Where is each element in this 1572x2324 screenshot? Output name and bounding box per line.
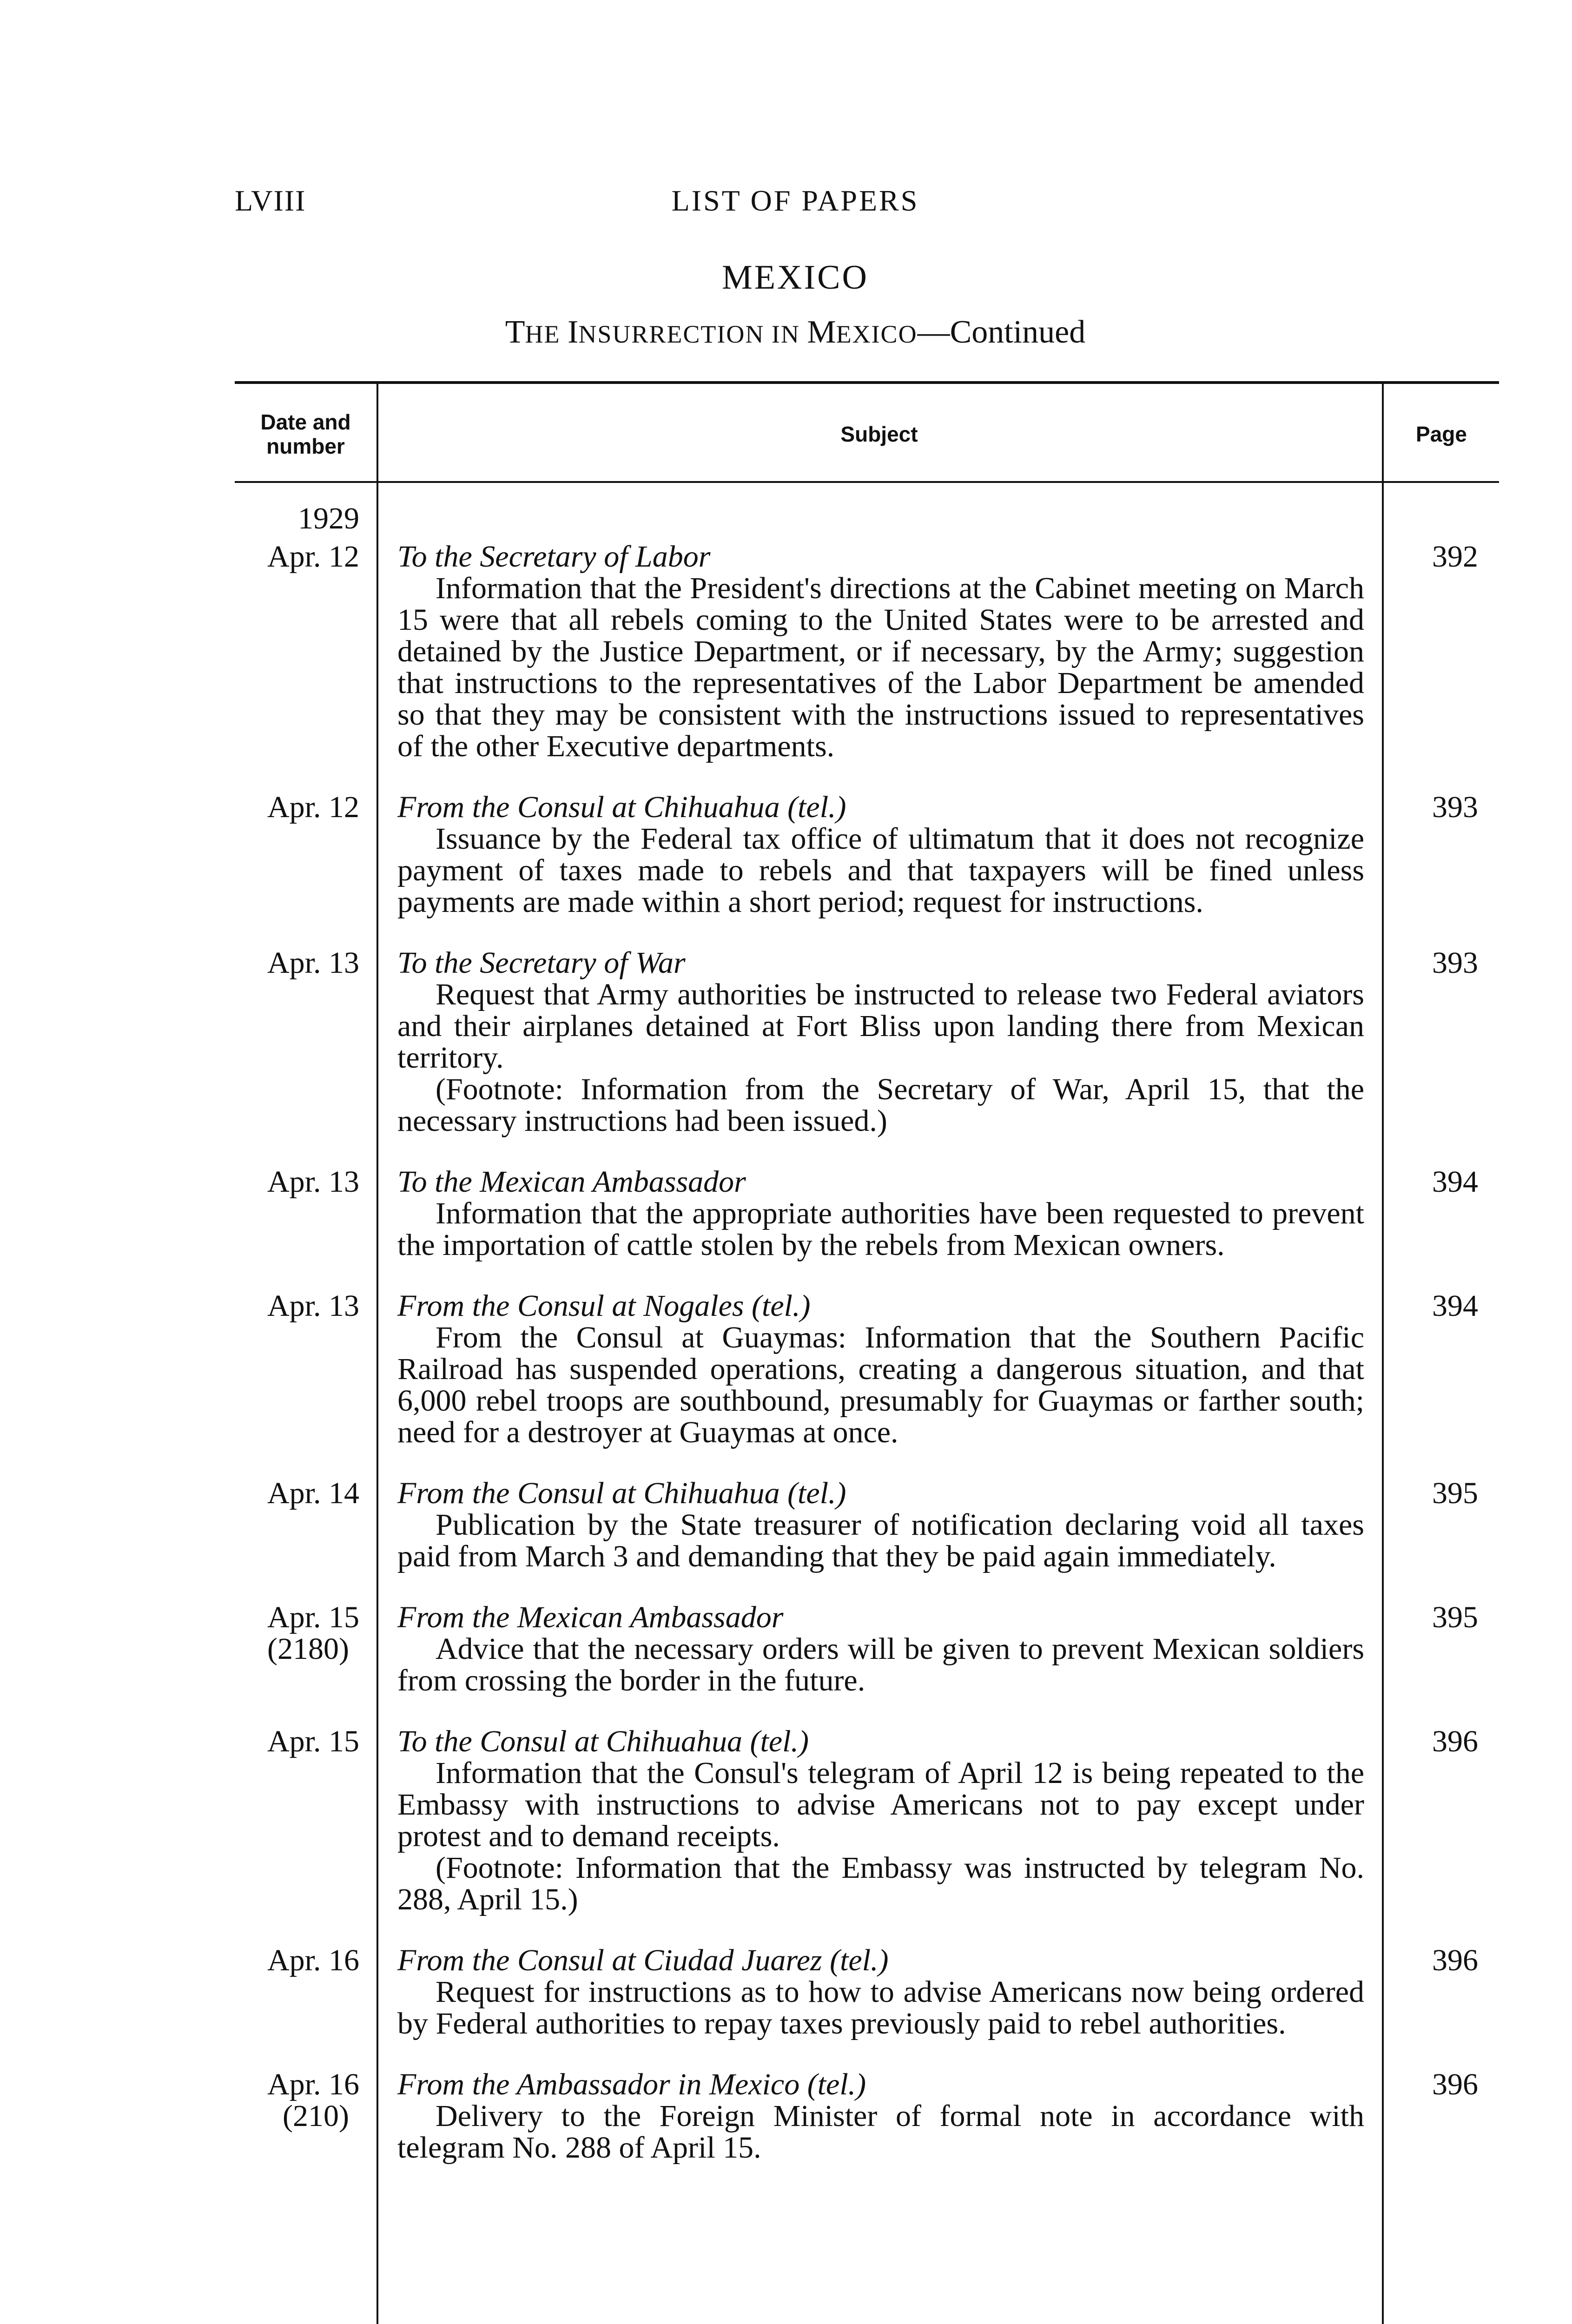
entry-addressee: From the Consul at Nogales (tel.) bbox=[397, 1289, 811, 1323]
entry-subject bbox=[397, 1290, 1364, 1448]
table-top-rule bbox=[235, 381, 1499, 384]
section-heading-cap: I bbox=[568, 314, 579, 350]
entry-date-text: Apr. 12 bbox=[267, 540, 359, 574]
entry-page-number: 393 bbox=[1432, 946, 1478, 980]
entry-date bbox=[235, 1726, 359, 1757]
papers-table bbox=[235, 381, 1499, 2324]
entry-page-number: 396 bbox=[1432, 1724, 1478, 1758]
column-header-date-line1: Date and bbox=[260, 410, 351, 434]
section-heading-cap: M bbox=[807, 314, 836, 350]
entry-subject bbox=[397, 1945, 1364, 2040]
entry-summary: Publication by the State treasurer of notification declaring void all taxes paid from March 3 and demanding that they be paid again immediately. bbox=[397, 1508, 1364, 1573]
entry-page-number: 395 bbox=[1432, 1476, 1478, 1510]
column-header-date-line2: number bbox=[266, 434, 345, 458]
table-row bbox=[235, 1478, 1499, 1572]
entry-date bbox=[235, 541, 359, 573]
entry-date-text: Apr. 12 bbox=[267, 790, 359, 824]
section-heading-smallcaps: EXICO bbox=[836, 320, 918, 348]
entry-date-text: Apr. 14 bbox=[267, 1476, 359, 1510]
table-row bbox=[235, 1602, 1499, 1697]
entry-date bbox=[235, 1478, 359, 1509]
entry-date bbox=[235, 947, 359, 979]
section-heading-suffix: —Continued bbox=[917, 314, 1086, 350]
entry-date bbox=[235, 2069, 359, 2132]
entry-subject bbox=[397, 1166, 1364, 1261]
entry-summary: Information that the appropriate authorities have been requested to prevent the importation of cattle stolen by the rebels from Mexican owners. bbox=[397, 1196, 1364, 1262]
running-head: LIST OF PAPERS bbox=[671, 184, 919, 217]
entry-page-number: 392 bbox=[1432, 540, 1478, 574]
entry-number: (2180) bbox=[267, 1632, 349, 1666]
entry-date-text: Apr. 16 bbox=[267, 2067, 359, 2101]
entry-date bbox=[235, 1290, 359, 1322]
entry-date-text: Apr. 15 bbox=[267, 1724, 359, 1758]
entry-year: 1929 bbox=[298, 502, 359, 535]
entry-footnote: (Footnote: Information from the Secretary of War, April 15, that the necessary instructions had been issued.) bbox=[397, 1072, 1364, 1138]
entry-date bbox=[235, 792, 359, 823]
entry-page-number: 396 bbox=[1432, 2067, 1478, 2101]
entry-date-text: Apr. 13 bbox=[267, 946, 359, 980]
entry-addressee: From the Consul at Ciudad Juarez (tel.) bbox=[397, 1943, 889, 1977]
entry-page-number: 394 bbox=[1432, 1289, 1478, 1323]
entry-addressee: To the Secretary of Labor bbox=[397, 540, 711, 574]
table-row bbox=[235, 1945, 1499, 2040]
entry-summary: From the Consul at Guaymas: Information that the Southern Pacific Railroad has suspended operations, creating a dangerous situation, and that 6,000 rebel troops are southbound, presumably for Guaymas or farther south; need for a destroyer at Guaymas at once. bbox=[397, 1320, 1364, 1449]
entry-date-text: Apr. 15 bbox=[267, 1600, 359, 1634]
table-row bbox=[235, 2069, 1499, 2164]
entry-date bbox=[235, 1602, 359, 1665]
entry-summary: Delivery to the Foreign Minister of formal note in accordance with telegram No. 288 of April 15. bbox=[397, 2099, 1364, 2165]
entry-addressee: From the Consul at Chihuahua (tel.) bbox=[397, 1476, 846, 1510]
entry-addressee: To the Secretary of War bbox=[397, 946, 686, 980]
section-heading-smallcaps: NSURRECTION IN bbox=[578, 320, 807, 348]
table-row bbox=[235, 947, 1499, 1137]
page-folio: LVIII bbox=[235, 184, 306, 217]
entry-summary: Information that the President's directions at the Cabinet meeting on March 15 were that all rebels coming to the United States were to be arrested and detained by the Justice Department, or if necessary, by the Army; suggestion that instructions to the representatives of the Labor Department be amended so that they may be consistent with the instructions issued to representatives of the other Executive departments. bbox=[397, 571, 1364, 763]
entry-summary: Issuance by the Federal tax office of ultimatum that it does not recognize payment of taxes made to rebels and that taxpayers will be fined unless payments are made within a short period; request for instructions. bbox=[397, 822, 1364, 919]
entry-addressee: To the Consul at Chihuahua (tel.) bbox=[397, 1724, 809, 1758]
entry-date bbox=[235, 1945, 359, 1976]
column-header-page: Page bbox=[1416, 422, 1467, 446]
table-row bbox=[235, 792, 1499, 918]
entry-date-text: Apr. 13 bbox=[267, 1289, 359, 1323]
entry-subject bbox=[397, 541, 1364, 762]
entry-subject bbox=[397, 792, 1364, 918]
entry-addressee: To the Mexican Ambassador bbox=[397, 1165, 746, 1199]
section-heading-smallcaps: HE bbox=[525, 320, 568, 348]
table-row bbox=[235, 1290, 1499, 1448]
entry-number: (210) bbox=[283, 2099, 349, 2133]
entry-subject bbox=[397, 947, 1364, 1137]
table-row bbox=[235, 502, 1499, 763]
entry-summary: Request that Army authorities be instructed to release two Federal aviators and their airplanes detained at Fort Bliss upon landing there from Mexican territory. bbox=[397, 977, 1364, 1075]
entry-addressee: From the Ambassador in Mexico (tel.) bbox=[397, 2067, 866, 2101]
entry-page-number: 393 bbox=[1432, 790, 1478, 824]
entry-date-text: Apr. 13 bbox=[267, 1165, 359, 1199]
table-body bbox=[235, 503, 1499, 2193]
entry-addressee: From the Consul at Chihuahua (tel.) bbox=[397, 790, 846, 824]
column-header-date bbox=[235, 410, 376, 458]
entry-subject bbox=[397, 1478, 1364, 1572]
entry-summary: Advice that the necessary orders will be given to prevent Mexican soldiers from crossing the border in the future. bbox=[397, 1632, 1364, 1697]
section-heading-cap: T bbox=[505, 314, 525, 350]
entry-summary: Information that the Consul's telegram of April 12 is being repeated to the Embassy with instructions to advise Americans not to pay except under protest and to demand receipts. bbox=[397, 1756, 1364, 1853]
entry-subject bbox=[397, 1726, 1364, 1915]
entry-addressee: From the Mexican Ambassador bbox=[397, 1600, 784, 1634]
column-header-subject: Subject bbox=[840, 422, 918, 446]
section-heading bbox=[0, 314, 1572, 351]
table-row bbox=[235, 1726, 1499, 1915]
entry-page-number: 394 bbox=[1432, 1165, 1478, 1199]
entry-date bbox=[235, 1166, 359, 1198]
country-heading: MEXICO bbox=[722, 258, 869, 297]
entry-page-number: 395 bbox=[1432, 1600, 1478, 1634]
entry-page-number: 396 bbox=[1432, 1943, 1478, 1977]
entry-subject bbox=[397, 2069, 1364, 2164]
entry-summary: Request for instructions as to how to advise Americans now being ordered by Federal authorities to repay taxes previously paid to rebel authorities. bbox=[397, 1975, 1364, 2040]
entry-footnote: (Footnote: Information that the Embassy was instructed by telegram No. 288, April 15.) bbox=[397, 1851, 1364, 1916]
table-row bbox=[235, 1166, 1499, 1261]
entry-subject bbox=[397, 1602, 1364, 1697]
entry-date-text: Apr. 16 bbox=[267, 1943, 359, 1977]
table-header-rule bbox=[235, 481, 1499, 483]
